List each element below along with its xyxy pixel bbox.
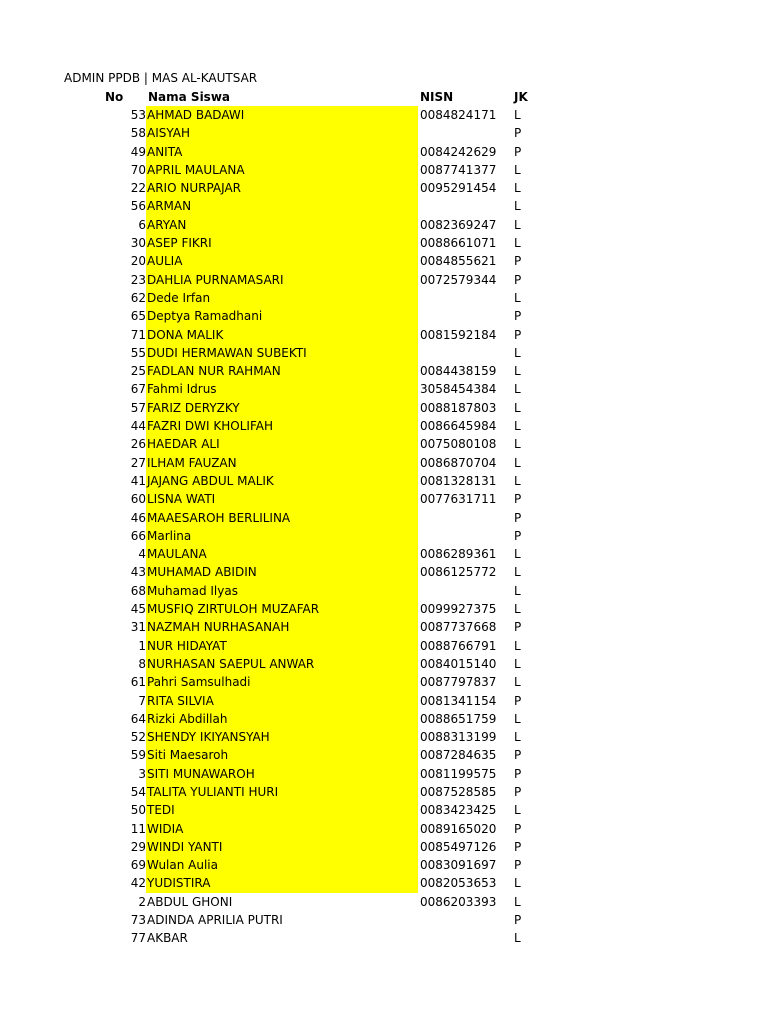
cell-no: 44 [130, 419, 146, 434]
cell-nama-siswa: Rizki Abdillah [146, 710, 418, 728]
header-no: No [105, 90, 124, 104]
table-row [0, 417, 768, 435]
cell-jk: L [514, 473, 521, 488]
cell-nama-siswa: WINDI YANTI [146, 838, 418, 856]
cell-no: 70 [130, 162, 146, 177]
cell-nisn: 0086203393 [420, 894, 497, 909]
cell-no: 59 [130, 748, 146, 763]
header-jk: JK [514, 90, 528, 104]
cell-nama-siswa: TALITA YULIANTI HURI [146, 783, 418, 801]
cell-jk: P [514, 492, 522, 507]
cell-no: 53 [130, 108, 146, 122]
table-row [0, 618, 768, 636]
table-row [0, 655, 768, 673]
cell-jk: P [514, 839, 522, 854]
cell-nisn: 0085497126 [420, 839, 497, 854]
cell-no: 65 [130, 309, 146, 324]
table-row [0, 582, 768, 600]
cell-nisn [420, 582, 510, 600]
cell-jk: P [514, 510, 522, 525]
cell-nisn: 0086645984 [420, 419, 497, 434]
cell-nama-siswa: MUSFIQ ZIRTULOH MUZAFAR [146, 600, 418, 618]
cell-no: 20 [130, 254, 146, 269]
cell-nisn [420, 307, 510, 325]
cell-nisn: 0086870704 [420, 455, 497, 470]
table-row [0, 509, 768, 527]
table-row [0, 637, 768, 655]
table-row [0, 801, 768, 819]
cell-nama-siswa: RITA SILVIA [146, 692, 418, 710]
table-row [0, 326, 768, 344]
cell-nisn [420, 527, 510, 545]
cell-jk: P [514, 821, 522, 836]
cell-nisn [420, 509, 510, 527]
table-row [0, 893, 768, 911]
cell-nisn [420, 124, 510, 142]
cell-no: 45 [130, 602, 146, 617]
cell-nama-siswa: Muhamad Ilyas [146, 582, 418, 600]
cell-jk: L [514, 181, 521, 196]
table-row [0, 454, 768, 472]
cell-jk: L [514, 931, 521, 946]
cell-jk: L [514, 547, 521, 562]
cell-nisn: 0084015140 [420, 656, 497, 671]
cell-jk: L [514, 382, 521, 397]
cell-jk: L [514, 638, 521, 653]
header-nisn: NISN [420, 90, 454, 104]
cell-no: 56 [130, 199, 146, 214]
cell-nisn: 0083091697 [420, 858, 497, 873]
cell-no: 67 [130, 382, 146, 397]
cell-nisn: 0081199575 [420, 766, 497, 781]
cell-jk: P [514, 528, 522, 543]
cell-nama-siswa: FAZRI DWI KHOLIFAH [146, 417, 418, 435]
cell-no: 60 [130, 492, 146, 507]
cell-nama-siswa: Dede Irfan [146, 289, 418, 307]
cell-no: 41 [130, 473, 146, 488]
table-row [0, 765, 768, 783]
cell-nama-siswa: ARYAN [146, 216, 418, 234]
cell-nisn [420, 929, 510, 947]
cell-jk: L [514, 455, 521, 470]
table-row [0, 874, 768, 892]
cell-nama-siswa: JAJANG ABDUL MALIK [146, 472, 418, 490]
cell-no: 62 [130, 290, 146, 305]
cell-nisn: 0088313199 [420, 730, 497, 745]
table-row [0, 216, 768, 234]
cell-no: 58 [130, 126, 146, 141]
cell-jk: L [514, 437, 521, 452]
cell-jk: L [514, 236, 521, 251]
cell-jk: L [514, 364, 521, 379]
cell-nama-siswa: MAULANA [146, 545, 418, 563]
cell-jk: P [514, 693, 522, 708]
cell-jk: L [514, 565, 521, 580]
cell-nisn: 0087528585 [420, 784, 497, 799]
cell-nisn: 0083423425 [420, 803, 497, 818]
cell-no: 46 [130, 510, 146, 525]
cell-nisn: 0081328131 [420, 473, 497, 488]
cell-nama-siswa: AHMAD BADAWI [146, 106, 418, 124]
cell-nisn: 0086289361 [420, 547, 497, 562]
cell-nisn [420, 289, 510, 307]
cell-no: 25 [130, 364, 146, 379]
cell-jk: P [514, 913, 522, 928]
cell-no: 71 [130, 327, 146, 342]
table-row [0, 472, 768, 490]
table-row [0, 271, 768, 289]
cell-no: 77 [130, 931, 146, 946]
cell-nama-siswa: MAAESAROH BERLILINA [146, 509, 418, 527]
cell-no: 66 [130, 528, 146, 543]
cell-nama-siswa: SITI MUNAWAROH [146, 765, 418, 783]
cell-nisn: 0088187803 [420, 400, 497, 415]
cell-jk: L [514, 419, 521, 434]
cell-nisn: 0081592184 [420, 327, 497, 342]
table-row [0, 289, 768, 307]
cell-jk: P [514, 126, 522, 141]
cell-nisn [420, 344, 510, 362]
cell-jk: L [514, 730, 521, 745]
cell-nisn: 0087797837 [420, 675, 497, 690]
cell-nisn: 0081341154 [420, 693, 497, 708]
cell-jk: L [514, 602, 521, 617]
cell-no: 4 [138, 547, 146, 562]
cell-jk: L [514, 583, 521, 598]
cell-nisn: 0088766791 [420, 638, 497, 653]
cell-nisn: 0095291454 [420, 181, 497, 196]
table-row [0, 106, 768, 124]
cell-jk: L [514, 217, 521, 232]
cell-no: 8 [138, 656, 146, 671]
cell-no: 31 [130, 620, 146, 635]
cell-jk: P [514, 309, 522, 324]
table-row [0, 362, 768, 380]
cell-jk: P [514, 858, 522, 873]
cell-nama-siswa: DUDI HERMAWAN SUBEKTI [146, 344, 418, 362]
cell-nisn: 0087737668 [420, 620, 497, 635]
cell-nama-siswa: NAZMAH NURHASANAH [146, 618, 418, 636]
cell-no: 43 [130, 565, 146, 580]
table-row [0, 563, 768, 581]
cell-no: 23 [130, 272, 146, 287]
cell-jk: L [514, 199, 521, 214]
cell-nama-siswa: Fahmi Idrus [146, 380, 418, 398]
cell-nisn: 0086125772 [420, 565, 497, 580]
cell-nama-siswa: ILHAM FAUZAN [146, 454, 418, 472]
cell-nama-siswa: Marlina [146, 527, 418, 545]
cell-nama-siswa: ARIO NURPAJAR [146, 179, 418, 197]
table-row [0, 820, 768, 838]
cell-no: 26 [130, 437, 146, 452]
cell-nama-siswa: MUHAMAD ABIDIN [146, 563, 418, 581]
table-row [0, 746, 768, 764]
cell-nama-siswa: FADLAN NUR RAHMAN [146, 362, 418, 380]
student-table-body [0, 106, 768, 948]
cell-jk: P [514, 272, 522, 287]
table-row [0, 911, 768, 929]
cell-nisn: 0077631711 [420, 492, 497, 507]
table-row [0, 307, 768, 325]
cell-no: 68 [130, 583, 146, 598]
header-nama-siswa: Nama Siswa [148, 90, 231, 104]
table-row [0, 399, 768, 417]
table-row [0, 490, 768, 508]
cell-nama-siswa: YUDISTIRA [146, 874, 418, 892]
cell-no: 22 [130, 181, 146, 196]
cell-no: 52 [130, 730, 146, 745]
table-row [0, 234, 768, 252]
cell-jk: P [514, 766, 522, 781]
table-row [0, 838, 768, 856]
table-row [0, 545, 768, 563]
cell-no: 7 [138, 693, 146, 708]
cell-nama-siswa: Wulan Aulia [146, 856, 418, 874]
cell-jk: L [514, 290, 521, 305]
cell-nama-siswa: ASEP FIKRI [146, 234, 418, 252]
cell-nisn: 3058454384 [420, 382, 497, 397]
cell-nama-siswa: DAHLIA PURNAMASARI [146, 271, 418, 289]
cell-nama-siswa: DONA MALIK [146, 326, 418, 344]
cell-no: 11 [130, 821, 146, 836]
table-row [0, 929, 768, 947]
cell-no: 1 [138, 638, 146, 653]
cell-nisn: 0075080108 [420, 437, 497, 452]
cell-nisn: 0082369247 [420, 217, 497, 232]
cell-jk: L [514, 400, 521, 415]
cell-nisn: 0087284635 [420, 748, 497, 763]
cell-nama-siswa: WIDIA [146, 820, 418, 838]
table-row [0, 783, 768, 801]
cell-nisn: 0082053653 [420, 876, 497, 891]
table-row [0, 252, 768, 270]
cell-nama-siswa: HAEDAR ALI [146, 435, 418, 453]
table-row [0, 600, 768, 618]
cell-no: 29 [130, 839, 146, 854]
cell-no: 73 [130, 913, 146, 928]
cell-no: 55 [130, 345, 146, 360]
cell-nama-siswa: Siti Maesaroh [146, 746, 418, 764]
cell-no: 57 [130, 400, 146, 415]
cell-nisn: 0072579344 [420, 272, 497, 287]
cell-nisn: 0087741377 [420, 162, 497, 177]
cell-nama-siswa: FARIZ DERYZKY [146, 399, 418, 417]
cell-jk: P [514, 327, 522, 342]
cell-jk: P [514, 748, 522, 763]
cell-nama-siswa: ADINDA APRILIA PUTRI [147, 913, 283, 928]
cell-nisn: 0084824171 [420, 108, 497, 122]
table-row [0, 143, 768, 161]
table-row [0, 124, 768, 142]
cell-nisn: 0084242629 [420, 144, 497, 159]
cell-no: 69 [130, 858, 146, 873]
cell-no: 49 [130, 144, 146, 159]
cell-nama-siswa: ABDUL GHONI [147, 894, 233, 909]
table-row [0, 380, 768, 398]
cell-nama-siswa: SHENDY IKIYANSYAH [146, 728, 418, 746]
table-row [0, 161, 768, 179]
table-row [0, 673, 768, 691]
cell-jk: L [514, 162, 521, 177]
cell-nisn: 0088651759 [420, 711, 497, 726]
cell-jk: L [514, 656, 521, 671]
cell-nisn: 0084855621 [420, 254, 497, 269]
cell-jk: L [514, 675, 521, 690]
cell-jk: P [514, 144, 522, 159]
table-row [0, 197, 768, 215]
cell-nama-siswa: NURHASAN SAEPUL ANWAR [146, 655, 418, 673]
cell-jk: L [514, 345, 521, 360]
table-row [0, 856, 768, 874]
cell-nisn [420, 911, 510, 929]
cell-nisn: 0099927375 [420, 602, 497, 617]
cell-nisn: 0088661071 [420, 236, 497, 251]
cell-jk: L [514, 876, 521, 891]
cell-nama-siswa: LISNA WATI [146, 490, 418, 508]
cell-no: 2 [138, 894, 146, 909]
cell-nama-siswa: AULIA [146, 252, 418, 270]
sheet-title: ADMIN PPDB | MAS AL-KAUTSAR [64, 71, 258, 85]
cell-nama-siswa: Pahri Samsulhadi [146, 673, 418, 691]
cell-nisn [420, 197, 510, 215]
cell-jk: L [514, 108, 521, 122]
cell-jk: L [514, 894, 521, 909]
cell-jk: P [514, 620, 522, 635]
cell-nisn: 0084438159 [420, 364, 497, 379]
table-row [0, 435, 768, 453]
cell-nama-siswa: APRIL MAULANA [146, 161, 418, 179]
cell-nama-siswa: TEDI [146, 801, 418, 819]
cell-no: 3 [138, 766, 146, 781]
table-row [0, 692, 768, 710]
cell-no: 30 [130, 236, 146, 251]
cell-jk: L [514, 711, 521, 726]
cell-no: 64 [130, 711, 146, 726]
cell-no: 50 [130, 803, 146, 818]
table-row [0, 527, 768, 545]
cell-jk: P [514, 254, 522, 269]
cell-nama-siswa: AKBAR [147, 931, 188, 946]
cell-no: 27 [130, 455, 146, 470]
cell-nama-siswa: ANITA [146, 143, 418, 161]
table-row [0, 728, 768, 746]
cell-jk: L [514, 803, 521, 818]
table-row [0, 344, 768, 362]
cell-no: 54 [130, 784, 146, 799]
cell-no: 6 [138, 217, 146, 232]
table-row [0, 710, 768, 728]
cell-no: 61 [130, 675, 146, 690]
cell-nisn: 0089165020 [420, 821, 497, 836]
cell-nama-siswa: ARMAN [146, 197, 418, 215]
table-row [0, 179, 768, 197]
cell-nama-siswa: AISYAH [146, 124, 418, 142]
cell-jk: P [514, 784, 522, 799]
cell-nama-siswa: Deptya Ramadhani [146, 307, 418, 325]
cell-nama-siswa: NUR HIDAYAT [146, 637, 418, 655]
cell-no: 42 [130, 876, 146, 891]
